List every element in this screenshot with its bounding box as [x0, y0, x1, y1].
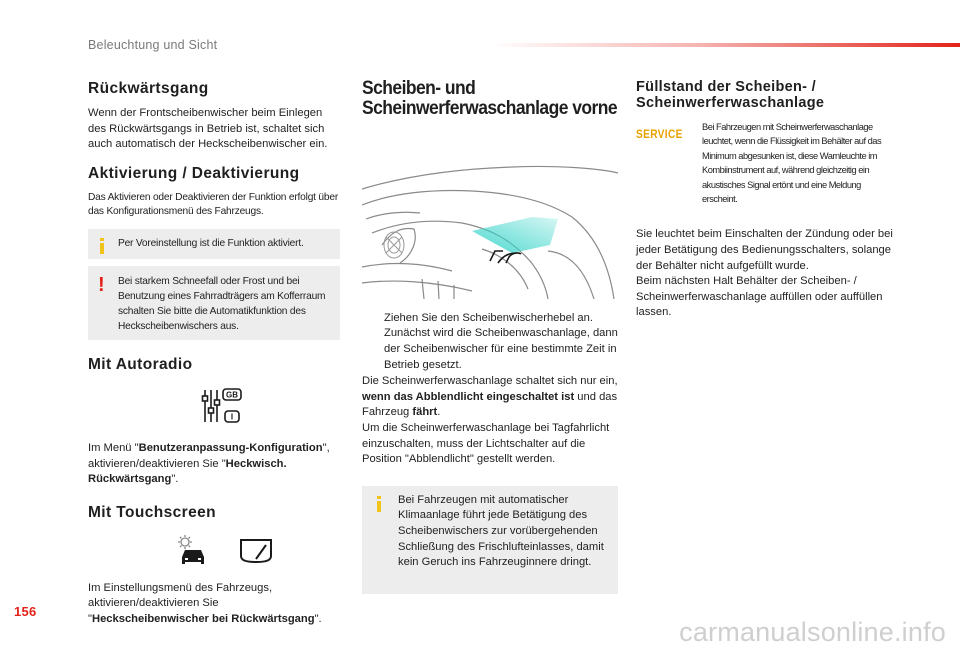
- page-number: 156: [14, 604, 37, 619]
- header-accent-bar: [490, 43, 960, 47]
- arrow-icon: [362, 311, 384, 373]
- washer-heading: Scheiben- und Scheinwerferwaschanlage vorne: [362, 78, 618, 119]
- column-middle: [362, 72, 618, 594]
- rear-wiper-icon: [238, 536, 274, 566]
- svg-text:GB: GB: [226, 390, 238, 400]
- watermark: carmanualsonline.info: [679, 617, 946, 647]
- headlamp-washer-text: Die Scheinwerferwaschanlage schaltet sich nur ein, wenn das Abblendlicht eingeschaltet ist und das Fahrzeug fährt.: [362, 375, 618, 419]
- info-note-text: Per Voreinstellung ist die Funktion aktiviert.: [118, 237, 304, 249]
- reverse-gear-heading: Rückwärtsgang: [88, 80, 209, 97]
- info-icon: [374, 496, 384, 510]
- info-note: [88, 229, 340, 259]
- service-warning-text: Bei Fahrzeugen mit Scheinwerferwaschanlage leuchtet, wenn die Flüssigkeit im Behälter auf das Minimum abgesunken ist, diese Warnleuchte im Kombiinstrument auf, während gleichzeitig ein akustisches Signal ertönt und eine Meldung erscheint.: [702, 121, 882, 204]
- autoradio-settings-icon: [88, 381, 340, 431]
- column-left: [88, 72, 340, 628]
- warning-note: [88, 266, 340, 340]
- warning-note-text: Bei starkem Schneefall oder Frost und bei Benutzung eines Fahrradträgers am Kofferraum schalten Sie bitte die Automatikfunktion des Heckscheibenwischers aus.: [118, 275, 326, 332]
- service-warning-icon: SERVICE: [636, 128, 683, 141]
- touchscreen-icons: [88, 531, 340, 571]
- activation-heading: Aktivierung / Deaktivierung: [88, 164, 300, 182]
- svg-text:I: I: [230, 412, 234, 422]
- reverse-gear-text: Wenn der Frontscheibenwischer beim Einlegen des Rückwärtsgangs in Betrieb ist, schaltet sich auch automatisch der Heckscheibenwischer ein.: [88, 107, 328, 151]
- info-icon: [97, 238, 107, 252]
- autoradio-text: Im Menü "Benutzeranpassung-Konfiguration", aktivieren/deaktivieren Sie "Heckwisch. Rückwärtsgang".: [88, 441, 330, 486]
- warning-icon: !: [98, 273, 105, 296]
- car-settings-icon: [174, 533, 210, 569]
- climate-info-text: Bei Fahrzeugen mit automatischer Klimaanlage führt jede Betätigung des Scheibenwischers zur vorübergehenden Schließung des Frischlufteinlasses, damit kein Geruch ins Fahrzeuginnere dringt.: [398, 493, 604, 569]
- wiper-lever-instruction: [362, 311, 618, 373]
- column-right: [636, 72, 898, 321]
- activation-text: Das Aktivieren oder Deaktivieren der Funktion erfolgt über das Konfigurationsmenü des Fahrzeugs.: [88, 191, 339, 217]
- daytime-light-text: Um die Scheinwerferwaschanlage bei Tagfahrlicht einzuschalten, muss der Lichtschalter auf die Position "Abblendlicht" gestellt werden.: [362, 422, 610, 466]
- touchscreen-text: Im Einstellungsmenü des Fahrzeugs, aktivieren/deaktivieren Sie "Heckscheibenwischer bei Rückwärtsgang".: [88, 581, 322, 625]
- wiper-lever-text: Ziehen Sie den Scheibenwischerhebel an. Zunächst wird die Scheibenwaschanlage, dann der Scheibenwischer für eine bestimmte Zeit in Betrieb gesetzt.: [384, 311, 618, 371]
- autoradio-heading: Mit Autoradio: [88, 355, 193, 373]
- headlight-washer-illustration: [362, 149, 618, 299]
- level-heading: Füllstand der Scheiben- / Scheinwerferwaschanlage: [636, 79, 825, 111]
- sliders-icon: [201, 386, 245, 426]
- service-warning-block: [636, 120, 898, 206]
- section-title: Beleuchtung und Sicht: [88, 38, 218, 52]
- level-text-1: Sie leuchtet beim Einschalten der Zündung oder bei jeder Betätigung des Bedienungsschalters, solange der Behälter nicht aufgefüllt wurde.: [636, 228, 893, 272]
- level-text-2: Beim nächsten Halt Behälter der Scheiben- / Scheinwerferwaschanlage auffüllen oder auffüllen lassen.: [636, 275, 883, 319]
- climate-info-note: [362, 486, 618, 594]
- touchscreen-heading: Mit Touchscreen: [88, 503, 217, 521]
- car-front-illustration: [362, 149, 618, 299]
